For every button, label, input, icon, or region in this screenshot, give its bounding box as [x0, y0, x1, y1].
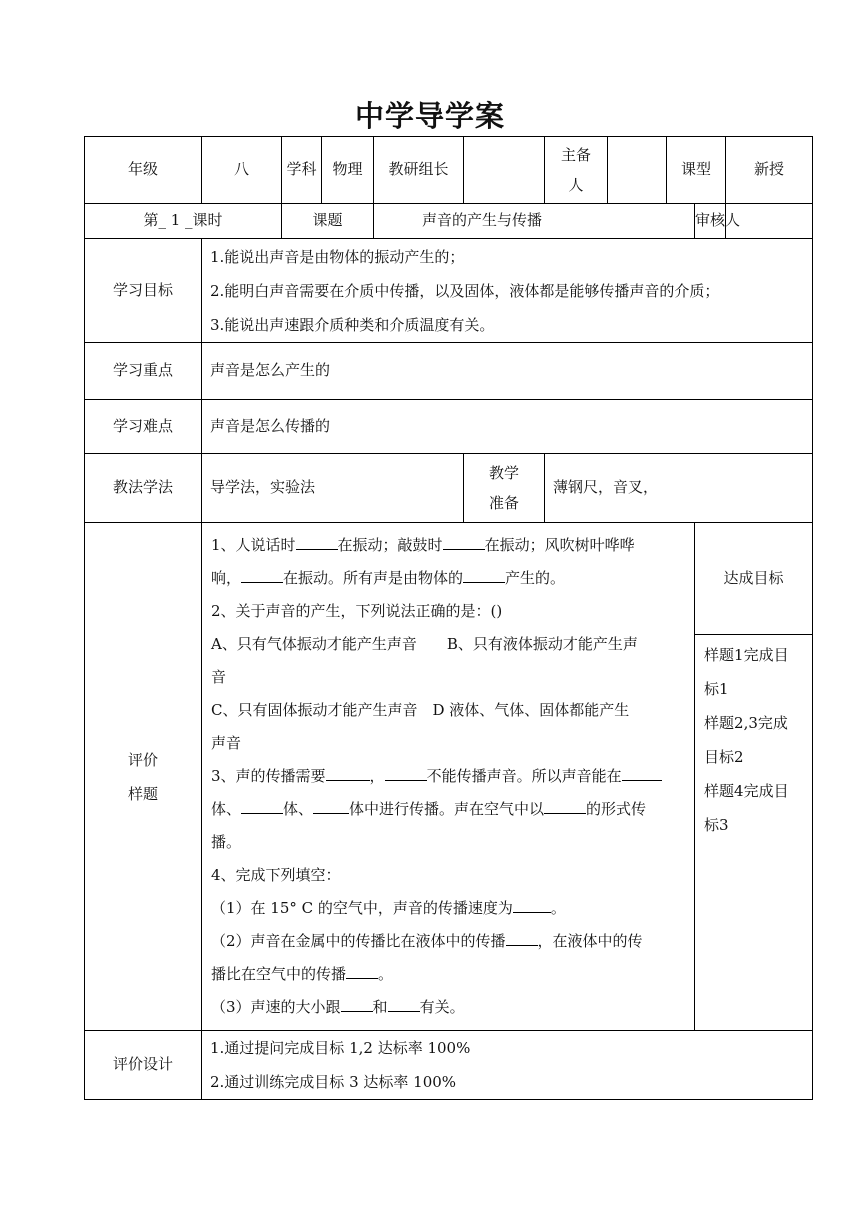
question-3-line: 播。 — [211, 833, 242, 851]
grade-value: 八 — [202, 137, 282, 204]
lesson-row — [85, 204, 813, 239]
group-leader-label: 教研组长 — [374, 137, 464, 204]
methods-label: 教法学法 — [85, 454, 202, 523]
methods-value: 导学法，实验法 — [202, 454, 464, 523]
answer-blank[interactable] — [506, 944, 538, 946]
preparer-label-text: 主备人 — [561, 146, 592, 194]
answer-blank[interactable] — [622, 779, 662, 781]
answer-blank[interactable] — [443, 548, 485, 550]
subject-value: 物理 — [322, 137, 374, 204]
answer-blank[interactable] — [241, 812, 283, 814]
objectives-row — [85, 239, 813, 343]
target-list — [695, 635, 813, 1031]
page-title: 中学导学案 — [354, 99, 505, 133]
answer-blank[interactable] — [313, 812, 349, 814]
evaluation-item: 2.通过训练完成目标 3 达标率 100% — [210, 1073, 457, 1091]
answer-blank[interactable] — [341, 1010, 373, 1012]
question-2-option: 音 — [211, 668, 227, 686]
evaluation-item: 1.通过提问完成目标 1,2 达标率 100% — [210, 1039, 471, 1057]
target-item: 目标2 — [704, 748, 744, 766]
question-4-item: 播比在空气中的传播 。 — [211, 965, 394, 983]
prep-value: 薄钢尺，音叉， — [545, 454, 813, 523]
question-4-item: （3）声速的大小跟 和 有关。 — [211, 998, 465, 1016]
answer-blank[interactable] — [388, 1010, 420, 1012]
answer-blank[interactable] — [385, 779, 427, 781]
answer-blank[interactable] — [326, 779, 370, 781]
objective-item: 3.能说出声速跟介质种类和介质温度有关。 — [210, 315, 495, 334]
target-item: 标1 — [704, 680, 729, 698]
question-1-line: 1、人说话时 在振动；敲鼓时 在振动；风吹树叶哗哗 — [211, 536, 635, 554]
grade-label: 年级 — [85, 137, 202, 204]
answer-blank[interactable] — [463, 581, 505, 583]
difficulty-row — [85, 400, 813, 454]
prep-label-line: 准备 — [489, 494, 520, 512]
group-leader-value — [464, 137, 545, 204]
samples-row-top — [85, 523, 813, 635]
objectives-list — [202, 239, 813, 343]
period-text: 第_ 1 _课时 — [85, 204, 282, 239]
evaluation-label: 评价设计 — [85, 1031, 202, 1100]
evaluation-row — [85, 1031, 813, 1100]
question-4-stem: 4、完成下列填空： — [211, 866, 341, 884]
methods-row — [85, 454, 813, 523]
header-row — [85, 137, 813, 204]
difficulty-label: 学习难点 — [85, 400, 202, 454]
question-3-line: 3、声的传播需要 ， 不能传播声音。所以声音能在 — [211, 760, 686, 793]
samples-label-line: 评价 — [127, 750, 158, 769]
target-header: 达成目标 — [695, 523, 813, 635]
question-2-stem: 2、关于声音的产生，下列说法正确的是：() — [211, 602, 503, 620]
lesson-type-label: 课型 — [667, 137, 726, 204]
topic-value-text: 声音的产生与传播 — [422, 211, 543, 230]
answer-blank[interactable] — [241, 581, 283, 583]
subject-label: 学科 — [282, 137, 322, 204]
question-3-line: 体、 体、 体中进行传播。声在空气中以 的形式传 — [211, 800, 647, 818]
target-item: 样题2,3完成 — [704, 714, 788, 732]
prep-label — [464, 454, 545, 523]
evaluation-list — [202, 1031, 813, 1100]
objectives-label: 学习目标 — [85, 239, 202, 343]
question-4-item: （1）在 15° C 的空气中，声音的传播速度为 。 — [211, 899, 566, 917]
reviewer-label: 审核人 — [695, 204, 726, 239]
lesson-plan-table — [84, 136, 813, 1100]
lesson-type-value: 新授 — [726, 137, 813, 204]
objective-item: 2.能明白声音需要在介质中传播，以及固体，液体都是能够传播声音的介质； — [210, 281, 720, 300]
key-point-row — [85, 343, 813, 400]
key-point-label: 学习重点 — [85, 343, 202, 400]
key-point-value: 声音是怎么产生的 — [202, 343, 813, 400]
topic-value — [374, 204, 695, 239]
question-2-option: A、只有气体振动才能产生声音 B、只有液体振动才能产生声 — [211, 635, 638, 653]
answer-blank[interactable] — [346, 977, 378, 979]
preparer-value — [608, 137, 667, 204]
samples-label — [85, 523, 202, 1031]
samples-label-line: 样题 — [127, 784, 158, 803]
difficulty-value: 声音是怎么传播的 — [202, 400, 813, 454]
target-item: 样题1完成目 — [704, 646, 789, 664]
answer-blank[interactable] — [513, 911, 551, 913]
sample-questions — [202, 523, 695, 1031]
topic-label: 课题 — [282, 204, 374, 239]
answer-blank[interactable] — [296, 548, 338, 550]
target-item: 样题4完成目 — [704, 782, 789, 800]
target-item: 标3 — [704, 816, 729, 834]
answer-blank[interactable] — [544, 812, 586, 814]
preparer-label — [545, 137, 608, 204]
prep-label-line: 教学 — [489, 464, 520, 482]
question-2-option: 声音 — [211, 734, 242, 752]
question-2-option: C、只有固体振动才能产生声音 D 液体、气体、固体都能产生 — [211, 701, 630, 719]
question-1-line: 响， 在振动。所有声是由物体的 产生的。 — [211, 569, 566, 587]
objective-item: 1.能说出声音是由物体的振动产生的； — [210, 247, 465, 266]
question-4-item: （2）声音在金属中的传播比在液体中的传播 ，在液体中的传 — [211, 932, 643, 950]
